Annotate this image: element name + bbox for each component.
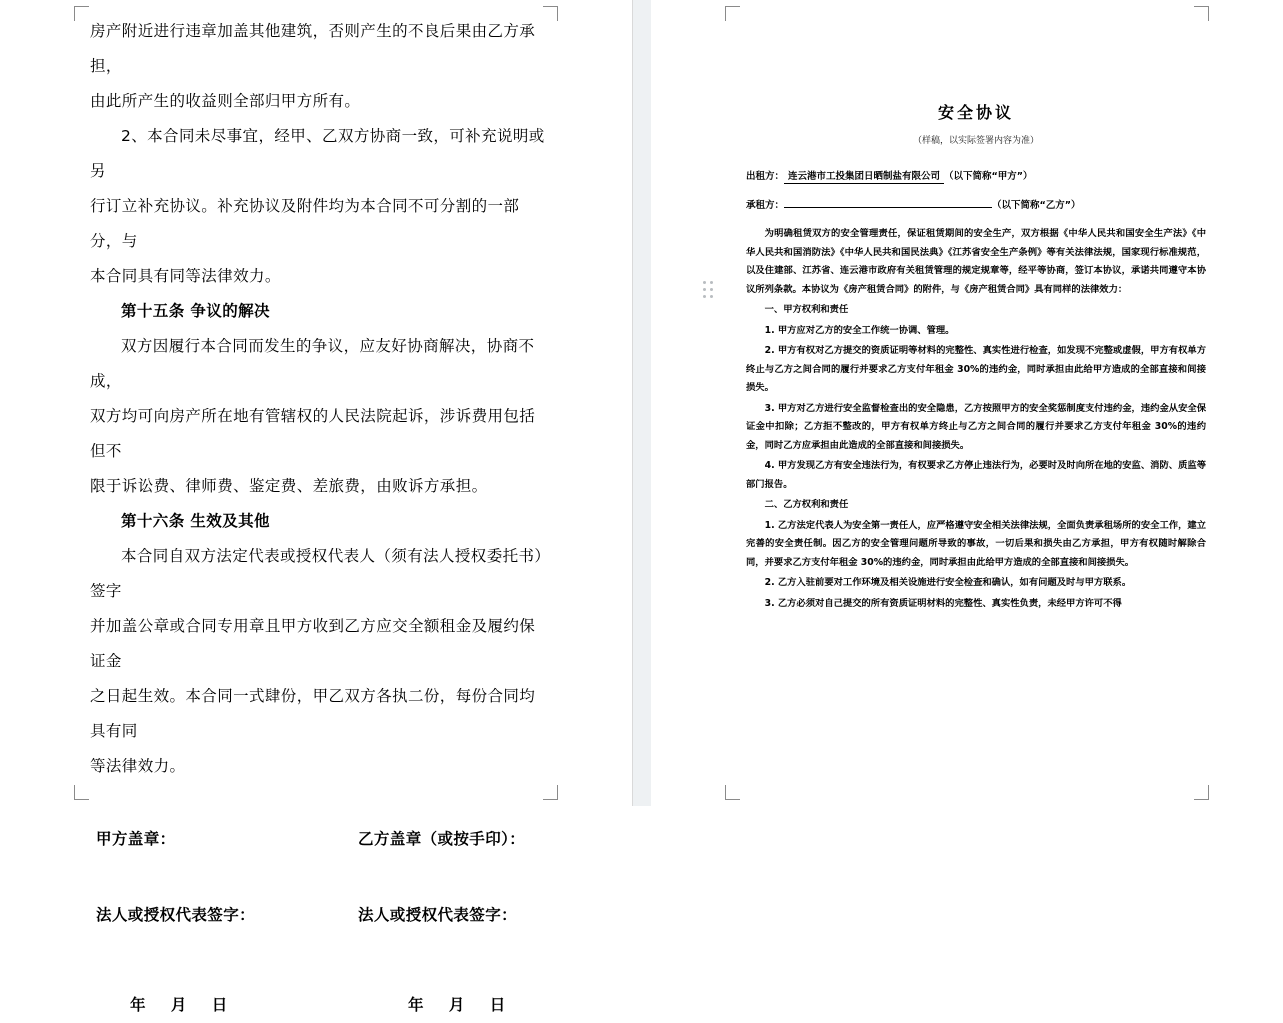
right-page-paragraphs [746,225,1206,613]
lessor-value: 连云港市工投集团日晒制盐有限公司 [784,171,944,184]
lessor-label: 出租方： [746,171,785,182]
crop-mark-bottom-left [74,785,89,800]
party-b-seal-label: 乙方盖章（或按手印）： [358,830,526,848]
signature-block [90,822,546,1014]
document-page-right [651,0,1283,806]
paragraph: 双方因履行本合同而发生的争议，应友好协商解决，协商不成， [90,337,535,390]
lessee-line [746,196,1206,211]
crop-mark-top-left [725,6,740,21]
signature-seal-row [90,822,546,864]
dot [710,295,713,298]
section-heading: 一、甲方权利和责任 [764,304,849,315]
dot [710,281,713,284]
paragraph: 1. 甲方应对乙方的安全工作统一协调、管理。 [764,324,955,336]
lessee-label: 承租方： [746,200,785,211]
paragraph: 房产附近进行违章加盖其他建筑，否则产生的不良后果由乙方承担， [90,22,536,75]
signature-rep-row [90,898,546,940]
page-title: 安全协议 [937,103,1014,122]
dot [703,281,706,284]
paragraph: 2. 甲方有权对乙方提交的资质证明等材料的完整性、真实性进行检查，如发现不完整或虚假，甲方有权单方终止与乙方之间合同的履行并要求乙方支付年租金 30%的违约金，同时承担由此给甲方造成的全部直接和间接损失。 [746,345,1206,393]
crop-mark-top-left [74,6,89,21]
party-b-rep-label: 法人或授权代表签字： [358,906,518,924]
drag-handle-dots-icon[interactable] [703,281,717,299]
dot [703,295,706,298]
paragraph: 为明确租赁双方的安全管理责任，保证租赁期间的安全生产，双方根据《中华人民共和国安全生产法》《中华人民共和国消防法》《中华人民共和国民法典》《江苏省安全生产条例》等有关法律法规，国家现行标准规范，以及住建部、江苏省、连云港市政府有关租赁管理的规定规章等，经平等协商，签订本协议，承诺共同遵守本协议所列条款。本协议为《房产租赁合同》的附件，与《房产租赁合同》具有同样的法律效力： [746,228,1206,295]
paragraph: 2. 乙方入驻前要对工作环境及相关设施进行安全检查和确认，如有问题及时与甲方联系。 [764,577,1132,588]
signature-date-row [90,988,546,1018]
lessor-tail: （以下简称“甲方”） [944,171,1033,182]
paragraph: 1. 乙方法定代表人为安全第一责任人，应严格遵守安全相关法律法规，全面负责承租场所的安全工作，建立完善的安全责任制。因乙方的安全管理问题所导致的事故，一切后果和损失由乙方承担，甲方有权随时解除合同，并要求乙方支付年租金 30%的违约金，同时承担由此给甲方造成的全部直接和间接损失。 [746,519,1206,568]
page-subtitle: （样稿，以实际签署内容为准） [912,136,1039,146]
paragraph: 4. 甲方发现乙方有安全违法行为，有权要求乙方停止违法行为，必要时及时向所在地的安监、消防、质监等部门报告。 [746,460,1206,490]
paragraph: 等法律效力。 [90,757,186,775]
party-a-rep-label: 法人或授权代表签字： [96,906,256,924]
party-a-seal-label: 甲方盖章： [96,830,176,848]
document-page-left [0,0,633,1014]
paragraph: 之日起生效。本合同一式肆份，甲乙双方各执二份，每份合同均具有同 [90,687,536,740]
paragraph: 行订立补充协议。补充协议及附件均为本合同不可分割的一部分，与 [90,197,520,250]
right-page-text-body [746,100,1206,615]
paragraph: 由此所产生的收益则全部归甲方所有。 [90,92,361,110]
crop-mark-bottom-right [1194,785,1209,800]
section-heading: 第十五条 争议的解决 [121,302,270,320]
paragraph: 双方均可向房产所在地有管辖权的人民法院起诉，涉诉费用包括但不 [90,407,536,460]
paragraph: 限于诉讼费、律师费、鉴定费、差旅费，由败诉方承担。 [90,477,488,495]
party-b-date-label: 年 月 日 [408,996,516,1014]
section-heading: 二、乙方权利和责任 [764,499,849,510]
paragraph: 本合同具有同等法律效力。 [90,267,281,285]
lessee-blank-field[interactable] [784,196,992,208]
party-a-date-label: 年 月 日 [130,996,238,1014]
section-heading: 第十六条 生效及其他 [121,512,270,530]
paragraph: 3. 甲方对乙方进行安全监督检查出的安全隐患，乙方按照甲方的安全奖惩制度支付违约金，违约金从安全保证金中扣除；乙方拒不整改的，甲方有权单方终止与乙方之间合同的履行并要求乙方支付年租金 30%的违约金，同时乙方应承担由此造成的全部直接和间接损失。 [746,402,1206,451]
page-gutter [633,0,651,806]
crop-mark-top-right [1194,6,1209,21]
dot [703,288,706,291]
paragraph: 本合同自双方法定代表或授权代表人（须有法人授权委托书）签字 [90,547,543,600]
lessee-tail: （以下简称“乙方”） [992,200,1081,211]
lessor-line [746,168,1206,182]
dot [710,288,713,291]
paragraph: 2、本合同未尽事宜，经甲、乙双方协商一致，可补充说明或另 [90,127,545,180]
left-page-text-body [90,14,546,1014]
crop-mark-bottom-left [725,785,740,800]
paragraph: 3. 乙方必须对自己提交的所有资质证明材料的完整性、真实性负责，未经甲方许可不得 [764,597,1122,609]
paragraph: 并加盖公章或合同专用章且甲方收到乙方应交全额租金及履约保证金 [90,617,536,670]
